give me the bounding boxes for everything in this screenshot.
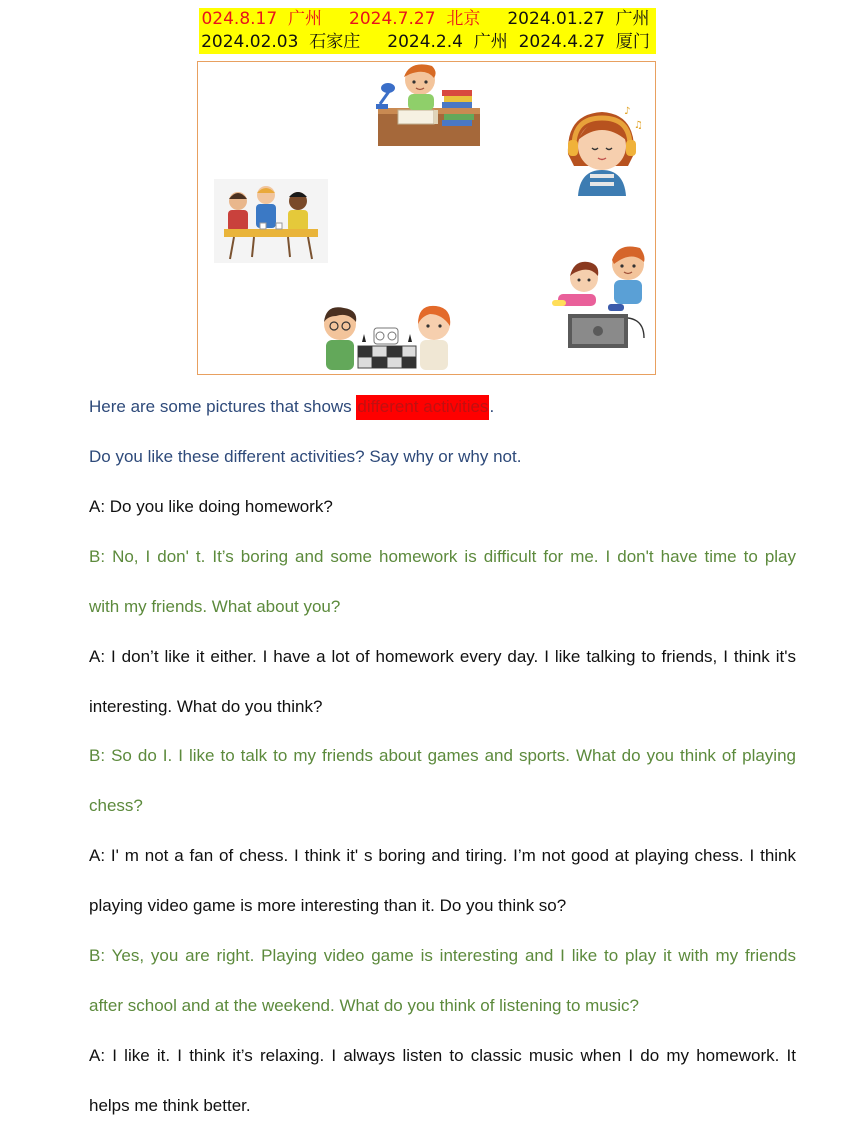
dialogue-line-b2-cont: chess?: [89, 796, 143, 815]
dialogue-line-b1-cont: with my friends. What about you?: [89, 597, 341, 616]
header-line-2: 2024.02.03 石家庄 2024.2.4 广州 2024.4.27 厦门: [199, 31, 656, 54]
intro-prefix: Here are some pictures that shows: [89, 397, 357, 416]
music-girl-illustration: [562, 106, 648, 196]
dialogue-line-b3-cont: after school and at the weekend. What do you think of listening to music?: [89, 996, 639, 1015]
video-game-illustration: [548, 242, 654, 352]
dialogue-line-a4-cont: helps me think better.: [89, 1096, 251, 1115]
intro-suffix: .: [489, 397, 495, 416]
svg-text:♫: ♫: [634, 120, 643, 131]
dialogue-line-b1: B: No, I don' t. It’s boring and some homework is difficult for me. I don't have time to play: [89, 547, 796, 566]
dialogue-line-a3-cont: playing video game is more interesting than it. Do you think so?: [89, 896, 567, 915]
dialogue-line-b2: B: So do I. I like to talk to my friends about games and sports. What do you think of playing: [89, 746, 796, 765]
header-dates: [0, 8, 855, 54]
dialogue-line-a4: A: I like it. I think it’s relaxing. I always listen to classic music when I do my homework. It: [89, 1046, 796, 1065]
dialogue-line-a2: A: I don’t like it either. I have a lot of homework every day. I like talking to friends, I think it's: [89, 647, 796, 666]
header-line-1: [199, 8, 655, 31]
date-black-1: 2024.01.27 广州: [507, 9, 650, 29]
date-red-1: 024.8.17 广州: [201, 9, 349, 29]
chess-illustration: [316, 302, 458, 376]
talking-friends-illustration: [214, 179, 328, 263]
dialogue-line-b3: B: Yes, you are right. Playing video game is interesting and I like to play it with my friends: [89, 946, 796, 965]
intro-line: [89, 396, 796, 418]
dialogue-line-a1: A: Do you like doing homework?: [89, 497, 333, 516]
date-red-2: 2024.7.27 北京: [349, 9, 508, 29]
dialogue-line-a3: A: I' m not a fan of chess. I think it' s boring and tiring. I’m not good at playing chess. I think: [89, 846, 796, 865]
svg-text:♪: ♪: [624, 106, 631, 117]
highlight-different-activities: different activities: [356, 395, 489, 420]
dialogue-line-a2-cont: interesting. What do you think?: [89, 697, 323, 716]
homework-illustration: [376, 62, 482, 146]
activities-picture-frame: [197, 61, 656, 375]
intro-question: Do you like these different activities? Say why or why not.: [89, 447, 522, 466]
